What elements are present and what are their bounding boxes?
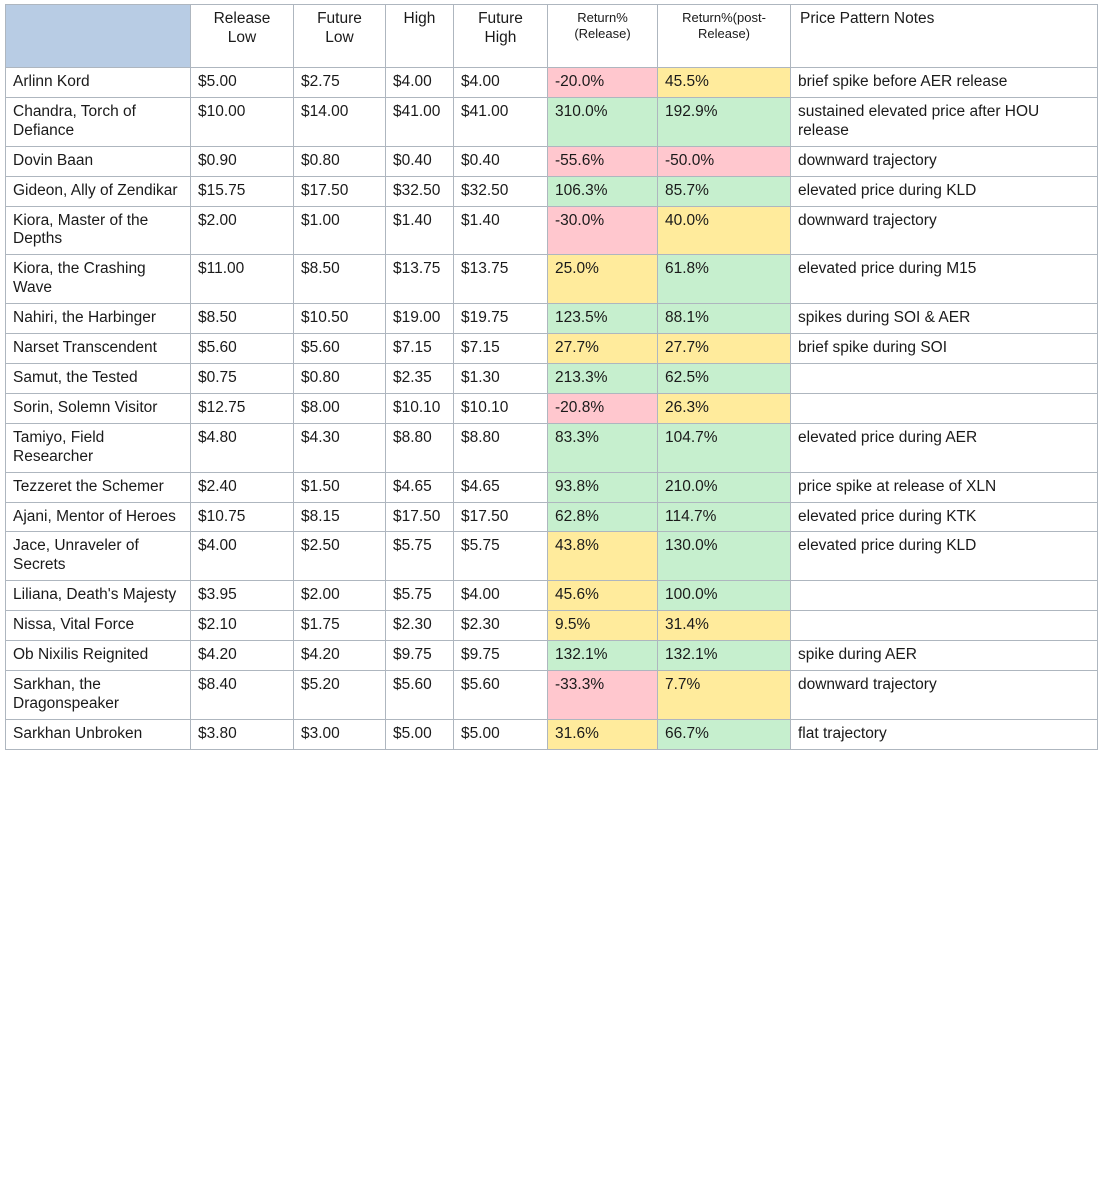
cell-return-release: 43.8%	[548, 532, 658, 581]
table-row	[6, 97, 1098, 146]
cell-release-low: $5.60	[191, 334, 294, 364]
cell-price-pattern-notes: elevated price during KTK	[791, 502, 1098, 532]
cell-future-high: $0.40	[454, 146, 548, 176]
cell-future-low: $5.60	[294, 334, 386, 364]
cell-high: $2.35	[386, 363, 454, 393]
cell-return-post-release: 114.7%	[658, 502, 791, 532]
cell-high: $32.50	[386, 176, 454, 206]
planeswalker-price-table	[5, 4, 1098, 750]
table-row	[6, 146, 1098, 176]
cell-release-low: $12.75	[191, 393, 294, 423]
cell-high: $5.75	[386, 581, 454, 611]
cell-release-low: $10.00	[191, 97, 294, 146]
cell-price-pattern-notes	[791, 611, 1098, 641]
cell-price-pattern-notes: brief spike during SOI	[791, 334, 1098, 364]
cell-future-low: $3.00	[294, 719, 386, 749]
header-line-1: Future	[478, 10, 523, 27]
cell-high: $13.75	[386, 255, 454, 304]
cell-future-low: $8.00	[294, 393, 386, 423]
header-cell-release-low	[191, 5, 294, 68]
cell-card-name: Tezzeret the Schemer	[6, 472, 191, 502]
cell-future-low: $5.20	[294, 670, 386, 719]
table-row	[6, 581, 1098, 611]
cell-return-post-release: 210.0%	[658, 472, 791, 502]
cell-card-name: Sarkhan, the Dragonspeaker	[6, 670, 191, 719]
cell-release-low: $15.75	[191, 176, 294, 206]
cell-return-post-release: 26.3%	[658, 393, 791, 423]
cell-price-pattern-notes: downward trajectory	[791, 146, 1098, 176]
cell-card-name: Liliana, Death's Majesty	[6, 581, 191, 611]
cell-future-high: $19.75	[454, 304, 548, 334]
cell-high: $2.30	[386, 611, 454, 641]
table-row	[6, 611, 1098, 641]
cell-future-low: $10.50	[294, 304, 386, 334]
cell-future-high: $5.00	[454, 719, 548, 749]
header-cell-future-high	[454, 5, 548, 68]
cell-price-pattern-notes: downward trajectory	[791, 206, 1098, 255]
cell-high: $0.40	[386, 146, 454, 176]
header-line-2: High	[484, 28, 517, 46]
cell-card-name: Narset Transcendent	[6, 334, 191, 364]
cell-card-name: Nissa, Vital Force	[6, 611, 191, 641]
cell-return-release: 27.7%	[548, 334, 658, 364]
cell-return-release: 31.6%	[548, 719, 658, 749]
cell-future-low: $8.50	[294, 255, 386, 304]
cell-future-low: $2.75	[294, 68, 386, 98]
cell-high: $5.75	[386, 532, 454, 581]
table-row	[6, 393, 1098, 423]
header-cell-price-pattern-notes: Price Pattern Notes	[791, 5, 1098, 68]
cell-future-high: $2.30	[454, 611, 548, 641]
cell-future-low: $0.80	[294, 146, 386, 176]
cell-future-low: $1.00	[294, 206, 386, 255]
cell-card-name: Chandra, Torch of Defiance	[6, 97, 191, 146]
cell-high: $5.60	[386, 670, 454, 719]
table-row	[6, 641, 1098, 671]
cell-price-pattern-notes	[791, 363, 1098, 393]
table-header	[6, 5, 1098, 68]
cell-future-low: $14.00	[294, 97, 386, 146]
cell-high: $7.15	[386, 334, 454, 364]
table-row	[6, 363, 1098, 393]
cell-release-low: $8.40	[191, 670, 294, 719]
cell-return-post-release: 85.7%	[658, 176, 791, 206]
header-line-1: Release	[213, 10, 271, 27]
cell-release-low: $2.00	[191, 206, 294, 255]
header-line-2: Low	[227, 28, 257, 46]
cell-high: $9.75	[386, 641, 454, 671]
cell-price-pattern-notes: flat trajectory	[791, 719, 1098, 749]
table-row	[6, 472, 1098, 502]
cell-release-low: $5.00	[191, 68, 294, 98]
cell-release-low: $11.00	[191, 255, 294, 304]
cell-price-pattern-notes: sustained elevated price after HOU release	[791, 97, 1098, 146]
table-row	[6, 68, 1098, 98]
cell-return-post-release: 61.8%	[658, 255, 791, 304]
cell-release-low: $3.80	[191, 719, 294, 749]
cell-high: $1.40	[386, 206, 454, 255]
cell-high: $4.65	[386, 472, 454, 502]
cell-future-low: $2.50	[294, 532, 386, 581]
cell-return-post-release: 88.1%	[658, 304, 791, 334]
cell-return-post-release: 132.1%	[658, 641, 791, 671]
cell-high: $10.10	[386, 393, 454, 423]
cell-release-low: $0.75	[191, 363, 294, 393]
cell-price-pattern-notes: price spike at release of XLN	[791, 472, 1098, 502]
cell-card-name: Arlinn Kord	[6, 68, 191, 98]
cell-card-name: Jace, Unraveler of Secrets	[6, 532, 191, 581]
cell-high: $41.00	[386, 97, 454, 146]
cell-future-high: $7.15	[454, 334, 548, 364]
table-row	[6, 176, 1098, 206]
cell-price-pattern-notes	[791, 393, 1098, 423]
header-cell-return-release	[548, 5, 658, 68]
cell-return-release: 106.3%	[548, 176, 658, 206]
cell-return-post-release: 100.0%	[658, 581, 791, 611]
cell-future-high: $9.75	[454, 641, 548, 671]
cell-return-post-release: 192.9%	[658, 97, 791, 146]
cell-card-name: Nahiri, the Harbinger	[6, 304, 191, 334]
cell-return-post-release: 66.7%	[658, 719, 791, 749]
table-row	[6, 206, 1098, 255]
cell-card-name: Samut, the Tested	[6, 363, 191, 393]
header-line-2: Low	[325, 28, 354, 46]
cell-high: $5.00	[386, 719, 454, 749]
header-row	[6, 5, 1098, 68]
cell-card-name: Dovin Baan	[6, 146, 191, 176]
cell-future-low: $8.15	[294, 502, 386, 532]
cell-future-low: $4.30	[294, 423, 386, 472]
cell-future-low: $17.50	[294, 176, 386, 206]
table-row	[6, 334, 1098, 364]
cell-return-release: 310.0%	[548, 97, 658, 146]
cell-return-release: -20.8%	[548, 393, 658, 423]
cell-card-name: Ob Nixilis Reignited	[6, 641, 191, 671]
cell-price-pattern-notes: elevated price during M15	[791, 255, 1098, 304]
cell-release-low: $0.90	[191, 146, 294, 176]
cell-card-name: Kiora, the Crashing Wave	[6, 255, 191, 304]
cell-release-low: $10.75	[191, 502, 294, 532]
cell-high: $8.80	[386, 423, 454, 472]
cell-release-low: $2.10	[191, 611, 294, 641]
cell-future-low: $1.50	[294, 472, 386, 502]
cell-future-high: $1.40	[454, 206, 548, 255]
cell-release-low: $8.50	[191, 304, 294, 334]
cell-future-high: $41.00	[454, 97, 548, 146]
header-cell-high	[386, 5, 454, 68]
cell-return-release: -55.6%	[548, 146, 658, 176]
cell-future-high: $5.60	[454, 670, 548, 719]
cell-future-high: $4.65	[454, 472, 548, 502]
cell-return-release: -20.0%	[548, 68, 658, 98]
cell-future-high: $13.75	[454, 255, 548, 304]
cell-return-release: 25.0%	[548, 255, 658, 304]
cell-return-release: 9.5%	[548, 611, 658, 641]
cell-card-name: Tamiyo, Field Researcher	[6, 423, 191, 472]
cell-card-name: Gideon, Ally of Zendikar	[6, 176, 191, 206]
header-line-1: High	[403, 10, 436, 27]
cell-return-post-release: 62.5%	[658, 363, 791, 393]
cell-future-low: $2.00	[294, 581, 386, 611]
cell-return-release: -30.0%	[548, 206, 658, 255]
cell-price-pattern-notes: elevated price during KLD	[791, 176, 1098, 206]
header-line-1: Future	[317, 10, 362, 27]
cell-return-release: 45.6%	[548, 581, 658, 611]
cell-future-low: $0.80	[294, 363, 386, 393]
cell-future-high: $5.75	[454, 532, 548, 581]
cell-high: $19.00	[386, 304, 454, 334]
table-row	[6, 532, 1098, 581]
cell-card-name: Sarkhan Unbroken	[6, 719, 191, 749]
cell-return-release: -33.3%	[548, 670, 658, 719]
cell-card-name: Ajani, Mentor of Heroes	[6, 502, 191, 532]
cell-return-post-release: 7.7%	[658, 670, 791, 719]
cell-future-high: $10.10	[454, 393, 548, 423]
header-cell-return-post-release	[658, 5, 791, 68]
cell-release-low: $3.95	[191, 581, 294, 611]
header-line-1: Return%(post-	[682, 10, 766, 25]
cell-return-post-release: 27.7%	[658, 334, 791, 364]
cell-return-release: 213.3%	[548, 363, 658, 393]
header-line-1: Return%	[577, 10, 628, 25]
table-row	[6, 304, 1098, 334]
cell-price-pattern-notes	[791, 581, 1098, 611]
cell-price-pattern-notes: brief spike before AER release	[791, 68, 1098, 98]
cell-price-pattern-notes: spike during AER	[791, 641, 1098, 671]
table-row	[6, 719, 1098, 749]
cell-future-low: $4.20	[294, 641, 386, 671]
cell-price-pattern-notes: downward trajectory	[791, 670, 1098, 719]
cell-future-high: $32.50	[454, 176, 548, 206]
cell-future-high: $1.30	[454, 363, 548, 393]
header-cell-future-low	[294, 5, 386, 68]
cell-high: $4.00	[386, 68, 454, 98]
cell-release-low: $4.20	[191, 641, 294, 671]
cell-return-post-release: 130.0%	[658, 532, 791, 581]
header-line-2: (Release)	[574, 25, 631, 41]
cell-return-release: 62.8%	[548, 502, 658, 532]
cell-future-high: $4.00	[454, 68, 548, 98]
cell-future-high: $4.00	[454, 581, 548, 611]
table-row	[6, 502, 1098, 532]
cell-price-pattern-notes: spikes during SOI & AER	[791, 304, 1098, 334]
cell-release-low: $4.00	[191, 532, 294, 581]
cell-price-pattern-notes: elevated price during AER	[791, 423, 1098, 472]
table-row	[6, 670, 1098, 719]
table-body	[6, 68, 1098, 750]
cell-return-release: 83.3%	[548, 423, 658, 472]
cell-release-low: $4.80	[191, 423, 294, 472]
header-line-2: Release)	[697, 25, 751, 41]
header-cell-card-name	[6, 5, 191, 68]
cell-future-high: $17.50	[454, 502, 548, 532]
cell-return-release: 93.8%	[548, 472, 658, 502]
cell-return-release: 123.5%	[548, 304, 658, 334]
cell-return-post-release: 31.4%	[658, 611, 791, 641]
cell-card-name: Kiora, Master of the Depths	[6, 206, 191, 255]
cell-price-pattern-notes: elevated price during KLD	[791, 532, 1098, 581]
cell-future-high: $8.80	[454, 423, 548, 472]
cell-release-low: $2.40	[191, 472, 294, 502]
cell-high: $17.50	[386, 502, 454, 532]
cell-card-name: Sorin, Solemn Visitor	[6, 393, 191, 423]
cell-return-post-release: 40.0%	[658, 206, 791, 255]
table-row	[6, 423, 1098, 472]
cell-return-post-release: 104.7%	[658, 423, 791, 472]
table-row	[6, 255, 1098, 304]
cell-return-post-release: 45.5%	[658, 68, 791, 98]
cell-future-low: $1.75	[294, 611, 386, 641]
cell-return-release: 132.1%	[548, 641, 658, 671]
cell-return-post-release: -50.0%	[658, 146, 791, 176]
